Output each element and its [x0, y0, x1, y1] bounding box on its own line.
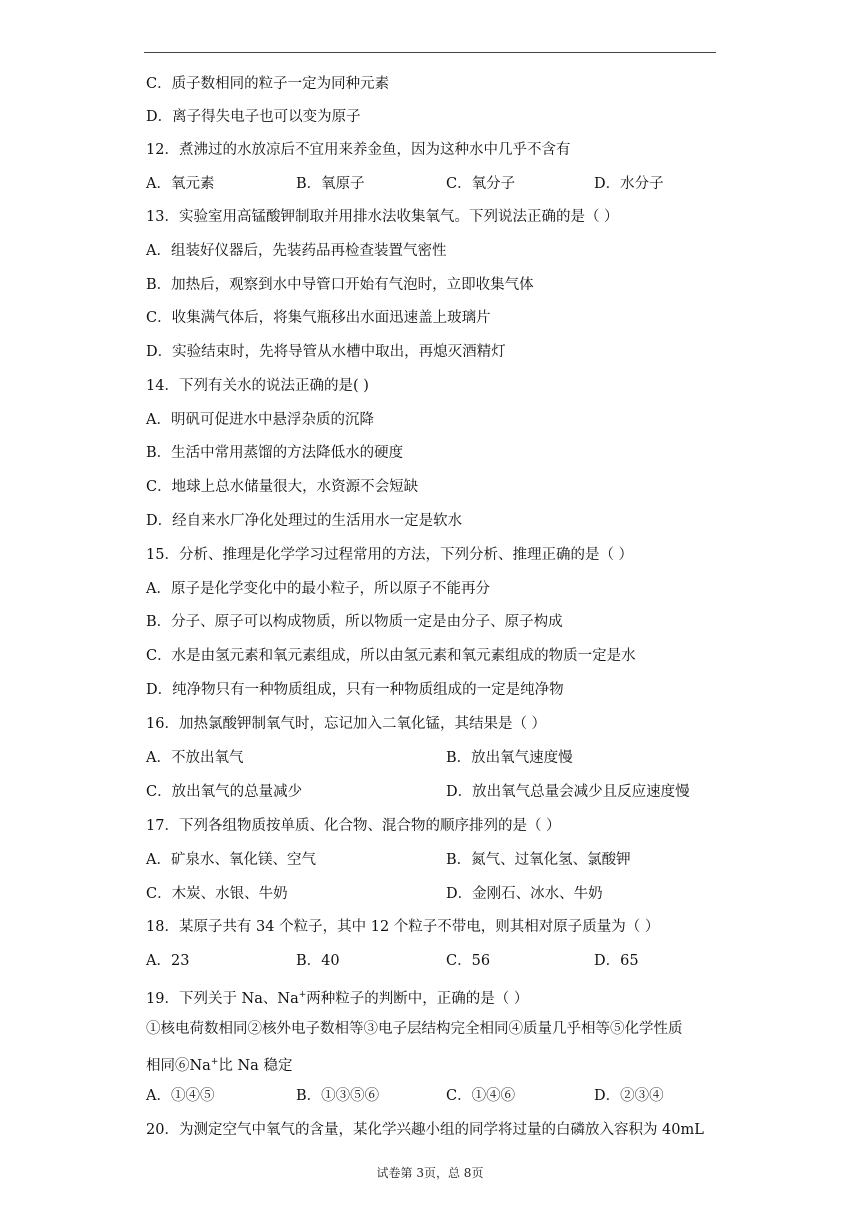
q13-option-c: C．收集满气体后，将集气瓶移出水面迅速盖上玻璃片 [146, 310, 491, 326]
q11-option-d: D．离子得失电子也可以变为原子 [146, 109, 361, 125]
q16-option-d: D．放出氧气总量会减少且反应速度慢 [446, 784, 690, 800]
q19-s2-text-end: 比 Na 稳定 [218, 1057, 293, 1074]
q19-option-b: B．①③⑤⑥ [296, 1088, 380, 1104]
q16-option-c: C．放出氧气的总量减少 [146, 784, 303, 800]
question-16: 16．加热氯酸钾制氧气时，忘记加入二氧化锰，其结果是（ ） [146, 716, 547, 732]
q18-option-a: A．23 [146, 953, 190, 969]
q19-charge-superscript: + [298, 990, 307, 1000]
q19-option-c: C．①④⑥ [446, 1088, 516, 1104]
q18-option-d: D．65 [594, 953, 639, 969]
question-14: 14．下列有关水的说法正确的是( ) [146, 378, 369, 394]
q16-option-b: B．放出氧气速度慢 [446, 750, 573, 766]
q14-option-c: C．地球上总水储量很大，水资源不会短缺 [146, 479, 419, 495]
q13-option-d: D．实验结束时，先将导管从水槽中取出，再熄灭酒精灯 [146, 344, 506, 360]
q14-option-d: D．经自来水厂净化处理过的生活用水一定是软水 [146, 513, 463, 529]
q19-statements-line1: ①核电荷数相同②核外电子数相等③电子层结构完全相同④质量几乎相等⑤化学性质 [146, 1021, 683, 1037]
q13-option-a: A．组装好仪器后，先装药品再检查装置气密性 [146, 243, 447, 259]
q12-option-b: B．氧原子 [296, 176, 365, 192]
question-17: 17．下列各组物质按单质、化合物、混合物的顺序排列的是（ ） [146, 818, 561, 834]
q19-text-end: 两种粒子的判断中，正确的是（ ） [306, 990, 529, 1007]
q15-option-b: B．分子、原子可以构成物质，所以物质一定是由分子、原子构成 [146, 614, 563, 630]
q15-option-a: A．原子是化学变化中的最小粒子，所以原子不能再分 [146, 581, 490, 597]
page-footer: 试卷第 3页，总 8页 [376, 1166, 484, 1180]
q11-option-c: C．质子数相同的粒子一定为同种元素 [146, 76, 390, 92]
question-15: 15．分析、推理是化学学习过程常用的方法，下列分析、推理正确的是（ ） [146, 547, 634, 563]
question-20: 20．为测定空气中氧气的含量，某化学兴趣小组的同学将过量的白磷放入容积为 40mL [146, 1122, 704, 1138]
header-rule [144, 52, 716, 53]
q14-option-b: B．生活中常用蒸馏的方法降低水的硬度 [146, 445, 404, 461]
q17-option-b: B．氮气、过氧化氢、氯酸钾 [446, 852, 631, 868]
q14-option-a: A．明矾可促进水中悬浮杂质的沉降 [146, 412, 374, 428]
q17-option-a: A．矿泉水、氧化镁、空气 [146, 852, 316, 868]
q17-option-c: C．木炭、水银、牛奶 [146, 886, 288, 902]
q16-option-a: A．不放出氧气 [146, 750, 244, 766]
q12-option-a: A．氧元素 [146, 176, 215, 192]
question-13: 13．实验室用高锰酸钾制取并用排水法收集氧气。下列说法正确的是（ ） [146, 209, 619, 225]
q19-s2-text-start: 相同⑥Na [146, 1057, 211, 1074]
q19-option-d: D．②③④ [594, 1088, 664, 1104]
q19-option-a: A．①④⑤ [146, 1088, 215, 1104]
q19-text-start: 19．下列关于 Na、Na [146, 990, 299, 1007]
q12-option-c: C．氧分子 [446, 176, 516, 192]
q19-s2-charge-superscript: + [210, 1057, 219, 1067]
q15-option-d: D．纯净物只有一种物质组成，只有一种物质组成的一定是纯净物 [146, 682, 564, 698]
question-19 [146, 985, 528, 1009]
q15-option-c: C．水是由氢元素和氧元素组成，所以由氢元素和氧元素组成的物质一定是水 [146, 648, 636, 664]
q12-option-d: D．水分子 [594, 176, 664, 192]
q19-statements-line2 [146, 1052, 292, 1076]
q18-option-b: B．40 [296, 953, 340, 969]
question-18: 18．某原子共有 34 个粒子，其中 12 个粒子不带电，则其相对原子质量为（ ） [146, 919, 660, 935]
q13-option-b: B．加热后，观察到水中导管口开始有气泡时，立即收集气体 [146, 277, 534, 293]
q17-option-d: D．金刚石、冰水、牛奶 [446, 886, 603, 902]
question-12: 12．煮沸过的水放凉后不宜用来养金鱼，因为这种水中几乎不含有 [146, 142, 571, 158]
q18-option-c: C．56 [446, 953, 491, 969]
